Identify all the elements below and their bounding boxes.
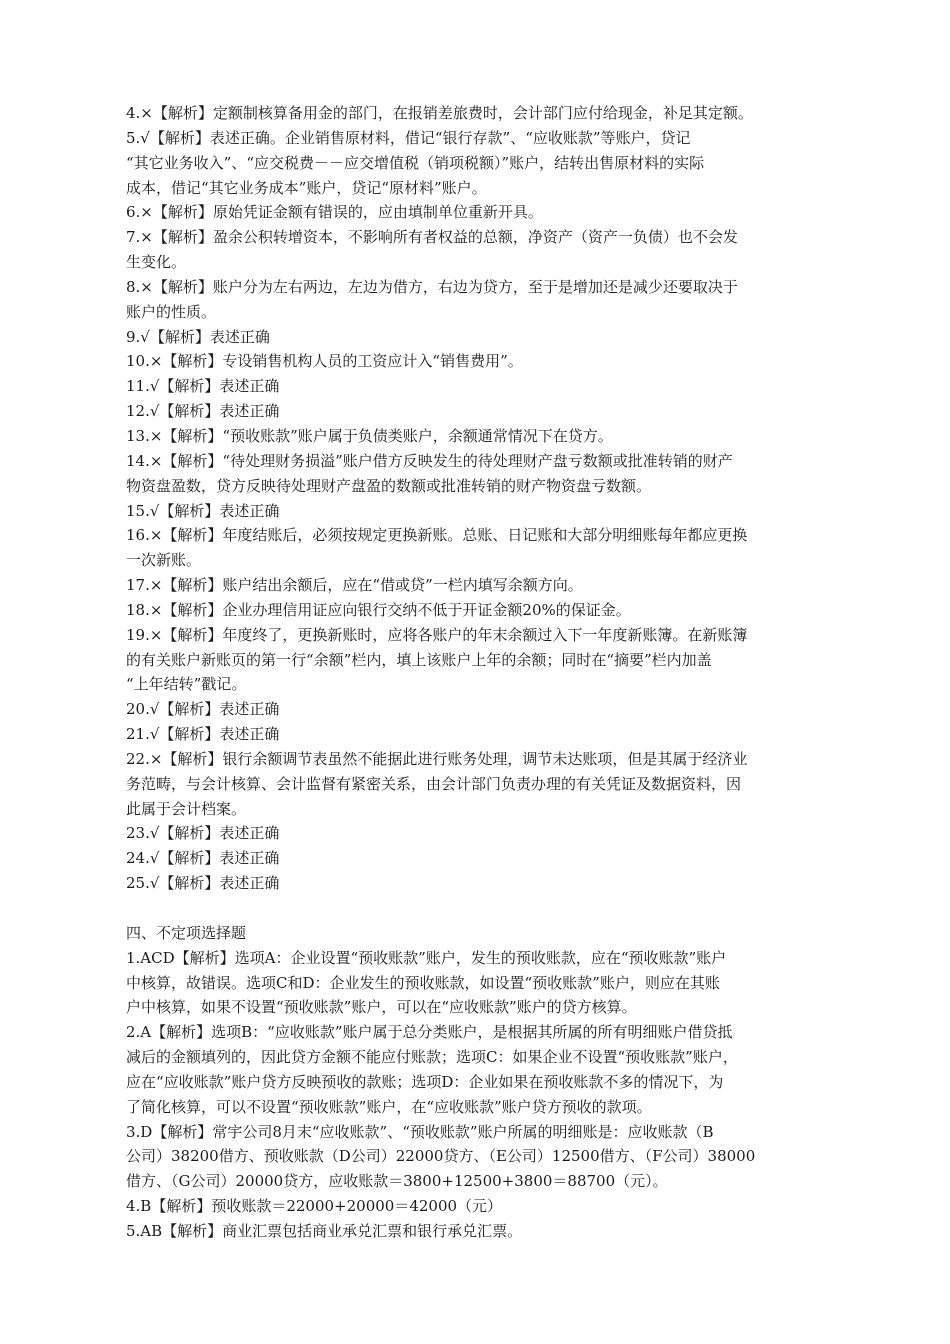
answer-entry	[126, 101, 826, 126]
answer-entry	[126, 449, 826, 499]
answer-line: 6.×【解析】原始凭证金额有错误的，应由填制单位重新开具。	[126, 203, 543, 222]
answer-entry	[126, 225, 826, 275]
answer-entry	[126, 1120, 826, 1195]
answer-line: 2.A【解析】选项B：“应收账款”账户属于总分类账户，是根据其所属的所有明细账户借贷抵	[126, 1023, 733, 1042]
answer-entry	[126, 598, 826, 623]
answer-line: 19.×【解析】年度终了，更换新账时，应将各账户的年末余额过入下一年度新账簿。在新账簿	[126, 625, 748, 644]
answer-entry	[126, 424, 826, 449]
answer-line: 20.√【解析】表述正确	[126, 700, 280, 719]
answer-entry	[126, 523, 826, 573]
answer-line: 3.D【解析】常宇公司8月末“应收账款”、“预收账款”账户所属的明细账是：应收账款（B	[126, 1122, 714, 1141]
answer-entry	[126, 573, 826, 598]
answer-entry	[126, 200, 826, 225]
answer-line: 减后的金额填列的，因此贷方金额不能应付账款；选项C：如果企业不设置“预收账款”账户，	[126, 1048, 738, 1067]
answer-line: 24.√【解析】表述正确	[126, 849, 280, 868]
answer-entry	[126, 623, 826, 698]
answer-line: “上年结转”戳记。	[126, 675, 247, 694]
section-spacer	[126, 896, 826, 921]
answer-line: 7.×【解析】盈余公积转增资本，不影响所有者权益的总额，净资产（资产一负债）也不会发	[126, 228, 738, 247]
answer-line: 账户的性质。	[126, 302, 217, 321]
answer-entry	[126, 1020, 826, 1119]
answer-entry	[126, 1194, 826, 1219]
answer-entry	[126, 499, 826, 524]
answer-line: 9.√【解析】表述正确	[126, 327, 270, 346]
choice-answers	[126, 946, 826, 1244]
answer-line: 1.ACD【解析】选项A：企业设置“预收账款”账户，发生的预收账款，应在“预收账款”账户	[126, 948, 727, 967]
answer-line: 15.√【解析】表述正确	[126, 501, 280, 520]
answer-line: 10.×【解析】专设销售机构人员的工资应计入“销售费用”。	[126, 352, 523, 371]
answer-entry	[126, 126, 826, 201]
answer-entry	[126, 399, 826, 424]
answer-line: 21.√【解析】表述正确	[126, 725, 280, 744]
answer-line: 生变化。	[126, 253, 187, 272]
answer-entry	[126, 374, 826, 399]
answer-entry	[126, 1219, 826, 1244]
answer-line: 4.B【解析】预收账款＝22000+20000＝42000（元）	[126, 1197, 503, 1216]
answer-line: 一次新账。	[126, 551, 202, 570]
answer-line: “其它业务收入”、“应交税费－－应交增值税（销项税额）”账户，结转出售原材料的实际	[126, 153, 705, 172]
answer-line: 11.√【解析】表述正确	[126, 377, 280, 396]
answer-entry	[126, 846, 826, 871]
answer-line: 13.×【解析】“预收账款”账户属于负债类账户，余额通常情况下在贷方。	[126, 426, 613, 445]
answer-entry	[126, 275, 826, 325]
answer-line: 成本，借记“其它业务成本”账户，贷记“原材料”账户。	[126, 178, 487, 197]
answer-line: 公司）38200借方、预收账款（D公司）22000贷方、（E公司）12500借方、（F公司）38000	[126, 1147, 756, 1166]
answer-line: 5.√【解析】表述正确。企业销售原材料，借记“银行存款”、“应收账款”等账户，贷记	[126, 128, 691, 147]
answer-line: 12.√【解析】表述正确	[126, 402, 280, 421]
answer-line: 22.×【解析】银行余额调节表虽然不能据此进行账务处理，调节未达账项，但是其属于经济业	[126, 749, 748, 768]
answer-line: 8.×【解析】账户分为左右两边，左边为借方，右边为贷方，至于是增加还是减少还要取决于	[126, 277, 738, 296]
answer-line: 16.×【解析】年度结账后，必须按规定更换新账。总账、日记账和大部分明细账每年都应更换	[126, 526, 748, 545]
answer-line: 25.√【解析】表述正确	[126, 874, 280, 893]
answer-line: 18.×【解析】企业办理信用证应向银行交纳不低于开证金额20%的保证金。	[126, 600, 631, 619]
answer-line: 5.AB【解析】商业汇票包括商业承兑汇票和银行承兑汇票。	[126, 1221, 523, 1240]
judgment-answers	[126, 101, 826, 896]
answer-line: 中核算，故错误。选项C和D：企业发生的预收账款，如设置“预收账款”账户，则应在其账	[126, 973, 720, 992]
answer-line: 借方、（G公司）20000贷方，应收账款＝3800+12500+3800＝88700（元）。	[126, 1172, 668, 1191]
answer-line: 的有关账户新账页的第一行“余额”栏内，填上该账户上年的余额；同时在“摘要”栏内加盖	[126, 650, 712, 669]
answer-entry	[126, 821, 826, 846]
answer-entry	[126, 871, 826, 896]
answer-line: 23.√【解析】表述正确	[126, 824, 280, 843]
answer-entry	[126, 722, 826, 747]
answer-page	[126, 101, 826, 1244]
answer-entry	[126, 946, 826, 1021]
answer-entry	[126, 697, 826, 722]
answer-line: 17.×【解析】账户结出余额后，应在“借或贷”一栏内填写余额方向。	[126, 576, 583, 595]
answer-entry	[126, 349, 826, 374]
answer-line: 4.×【解析】定额制核算备用金的部门，在报销差旅费时，会计部门应付给现金，补足其定额。	[126, 104, 753, 122]
answer-line: 了简化核算，可以不设置“预收账款”账户，在“应收账款”账户贷方预收的款项。	[126, 1097, 652, 1116]
answer-line: 应在“应收账款”账户贷方反映预收的款账；选项D：企业如果在预收账款不多的情况下，为	[126, 1072, 724, 1091]
section-title: 四、不定项选择题	[126, 923, 247, 942]
answer-entry	[126, 325, 826, 350]
answer-line: 务范畴，与会计核算、会计监督有紧密关系，由会计部门负责办理的有关凭证及数据资料，因	[126, 774, 742, 793]
answer-entry	[126, 747, 826, 822]
answer-line: 户中核算，如果不设置“预收账款”账户，可以在“应收账款”账户的贷方核算。	[126, 998, 637, 1017]
answer-line: 此属于会计档案。	[126, 799, 247, 818]
answer-line: 物资盘盈数，贷方反映待处理财产盘盈的数额或批准转销的财产物资盘亏数额。	[126, 476, 652, 495]
answer-line: 14.×【解析】“待处理财务损溢”账户借方反映发生的待处理财产盘亏数额或批准转销的财产	[126, 451, 733, 470]
